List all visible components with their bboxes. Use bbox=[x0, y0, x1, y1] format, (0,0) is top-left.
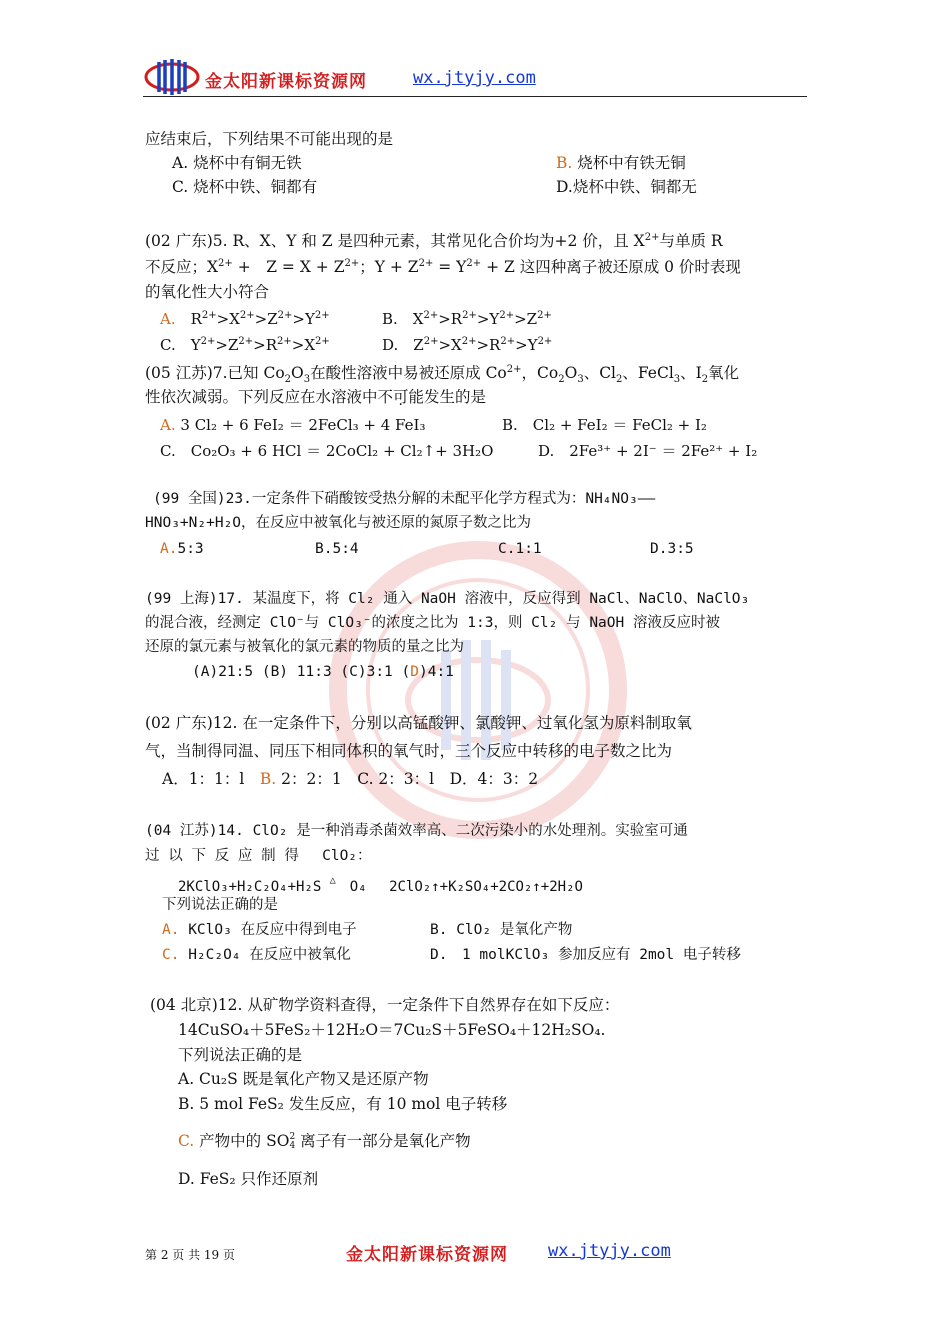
q23-option-c: C.1:1 bbox=[498, 541, 542, 557]
q14-option-a: A. KClO₃ 在反应中得到电子 bbox=[162, 922, 357, 938]
q14-option-b: B. ClO₂ 是氧化产物 bbox=[430, 922, 573, 938]
q12bj-equation: 14CuSO₄＋5FeS₂＋12H₂O＝7Cu₂S＋5FeSO₄＋12H₂SO₄. bbox=[178, 1021, 606, 1039]
q17-options: (A)21:5 (B) 11:3 (C)3:1 (D)4:1 bbox=[192, 664, 454, 680]
q4-option-b: B. 烧杯中有铁无铜 bbox=[556, 154, 686, 172]
q4-option-c: C. 烧杯中铁、铜都有 bbox=[172, 178, 318, 196]
q23-option-a: A.5:3 bbox=[160, 541, 204, 557]
q23-line2: HNO₃+N₂+H₂O，在反应中被氧化与被还原的氮原子数之比为 bbox=[145, 515, 532, 531]
q12-options: A．1：1：l B. 2：2：1 C. 2：3：l D．4：3：2 bbox=[162, 770, 539, 788]
q17-line1: (99 上海)17. 某温度下，将 Cl₂ 通入 NaOH 溶液中，反应得到 NaCl、NaClO、NaClO₃ bbox=[145, 591, 750, 607]
q12-line1: (02 广东)12. 在一定条件下，分别以高锰酸钾、氯酸钾、过氧化氢为原料制取氧 bbox=[145, 714, 692, 732]
q5-option-d: D. $Z^{2+}>X^{2+}>R^{2+}>Y^{2+}$ bbox=[382, 336, 553, 354]
q12-line2: 气，当制得同温、同压下相同体积的氧气时，三个反应中转移的电子数之比为 bbox=[145, 742, 673, 760]
q7-option-a: A. 3 Cl₂ + 6 FeI₂ ＝ 2FeCl₃ + 4 FeI₃ bbox=[160, 416, 426, 434]
q23-option-b: B.5:4 bbox=[315, 541, 359, 557]
header-rule bbox=[143, 96, 807, 97]
watermark-seal-icon bbox=[328, 540, 628, 840]
q17-line3: 还原的氯元素与被氧化的氯元素的物质的量之比为 bbox=[145, 639, 464, 655]
q14-ask: 下列说法正确的是 bbox=[162, 897, 278, 913]
q12bj-ask: 下列说法正确的是 bbox=[178, 1046, 303, 1064]
q7-option-c: C. Co₂O₃ + 6 HCl ＝ 2CoCl₂ + Cl₂↑+ 3H₂O bbox=[160, 442, 494, 460]
q5-line1: (02 广东)5. R、X、Y 和 Z 是四种元素，其常见化合价均为+2 价，且 $X^{2+}$与单质 R bbox=[145, 231, 723, 250]
q14-option-c: C. H₂C₂O₄ 在反应中被氧化 bbox=[162, 947, 351, 963]
footer-url-link[interactable]: wx.jtyjy.com bbox=[548, 1241, 671, 1261]
header-url-link[interactable]: wx.jtyjy.com bbox=[413, 68, 536, 88]
q7-option-d: D. 2Fe³⁺ + 2I⁻ ＝ 2Fe²⁺ + I₂ bbox=[538, 442, 758, 460]
q4-stem: 应结束后，下列结果不可能出现的是 bbox=[145, 130, 394, 148]
q14-line1: (04 江苏)14. ClO₂ 是一种消毒杀菌效率高、二次污染小的水处理剂。实验室可通 bbox=[145, 823, 688, 839]
q4-option-a: A. 烧杯中有铜无铁 bbox=[172, 154, 302, 172]
q5-option-a: A. $R^{2+}>X^{2+}>Z^{2+}>Y^{2+}$ bbox=[160, 310, 330, 328]
page-header bbox=[143, 56, 807, 100]
header-brand: 金太阳新课标资源网 bbox=[205, 72, 367, 92]
q5-line2: 不反应；$X^{2+}$ + $Z = X + Z^{2+}$；$Y + Z^{2+} = Y^{2+} + Z$ 这四种离子被还原成 0 价时表现 bbox=[145, 257, 741, 276]
q17-line2: 的混合液，经测定 ClO⁻与 ClO₃⁻的浓度之比为 1:3，则 Cl₂ 与 NaOH 溶液反应时被 bbox=[145, 615, 720, 631]
q7-option-b: B. Cl₂ + FeI₂ ＝ FeCl₂ + I₂ bbox=[502, 416, 707, 434]
footer-page-number: 第 2 页 共 19 页 bbox=[145, 1248, 235, 1262]
q14-equation: 2KClO₃+H₂C₂O₄+H₂S △ O₄ 2ClO₂↑+K₂SO₄+2CO₂↑+2H₂O bbox=[178, 875, 583, 895]
q12bj-line1: (04 北京)12. 从矿物学资料查得，一定条件下自然界存在如下反应： bbox=[150, 996, 620, 1014]
q14-line2: 过 以 下 反 应 制 得 ClO₂： bbox=[145, 848, 372, 864]
q7-line2: 性依次减弱。下列反应在水溶液中不可能发生的是 bbox=[145, 388, 487, 406]
q14-option-d: D. 1 molKClO₃ 参加反应有 2mol 电子转移 bbox=[430, 947, 741, 963]
logo-icon bbox=[143, 56, 201, 98]
q5-option-c: C. $Y^{2+}>Z^{2+}>R^{2+}>X^{2+}$ bbox=[160, 336, 330, 354]
q12bj-option-d: D. FeS₂ 只作还原剂 bbox=[178, 1170, 319, 1188]
q5-line3: 的氧化性大小符合 bbox=[145, 283, 270, 301]
q12bj-option-a: A. Cu₂S 既是氧化产物又是还原产物 bbox=[178, 1070, 429, 1088]
q12bj-option-c: C. 产物中的 SO2 4 离子有一部分是氧化产物 bbox=[178, 1132, 471, 1151]
q5-option-b: B. $X^{2+}>R^{2+}>Y^{2+}>Z^{2+}$ bbox=[382, 310, 552, 328]
footer-brand: 金太阳新课标资源网 bbox=[346, 1245, 508, 1265]
q23-option-d: D.3:5 bbox=[650, 541, 694, 557]
q4-option-d: D.烧杯中铁、铜都无 bbox=[556, 178, 697, 196]
q7-line1: (05 江苏)7.已知 $Co_2O_3$在酸性溶液中易被还原成 $Co^{2+}$，$Co_2O_3$、$Cl_2$、FeCl$_3$、$I_2$氧化 bbox=[145, 363, 740, 386]
q12bj-option-b: B. 5 mol FeS₂ 发生反应，有 10 mol 电子转移 bbox=[178, 1095, 508, 1113]
q23-line1: (99 全国)23.一定条件下硝酸铵受热分解的未配平化学方程式为：NH₄NO₃—— bbox=[153, 491, 656, 507]
